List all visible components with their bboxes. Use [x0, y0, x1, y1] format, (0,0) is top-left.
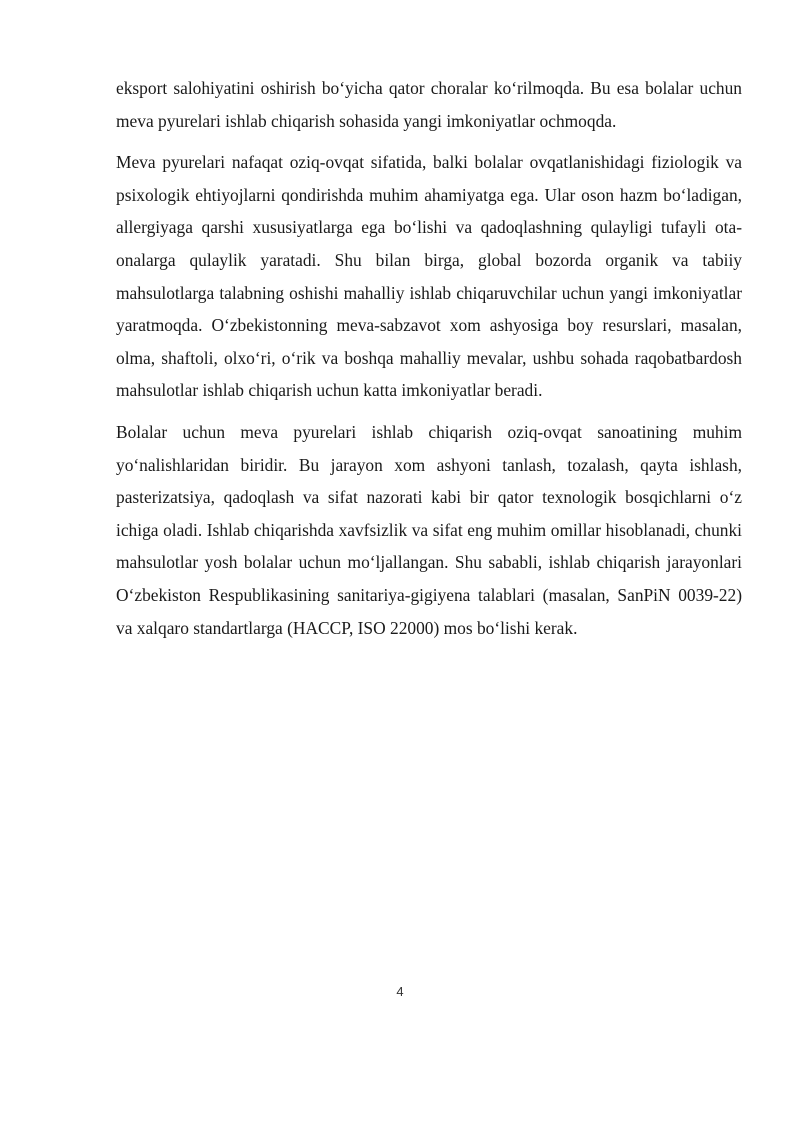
paragraph-export-potential: eksport salohiyatini oshirish bo‘yicha qator choralar ko‘rilmoqda. Bu esa bolalar uchun meva pyurelari ishlab chiqarish sohasida yangi imkoniyatlar ochmoqda.: [116, 78, 742, 131]
document-body: [116, 72, 742, 653]
paragraph-fruit-puree-importance: Meva pyurelari nafaqat oziq-ovqat sifatida, balki bolalar ovqatlanishidagi fiziologik va psixologik ehtiyojlarni qondirishda muhim ahamiyatga ega. Ular oson hazm bo‘ladigan, allergiyaga qarshi xususiyatlarga ega bo‘lishi va qadoqlashning qulayligi tufayli ota-onalarga qulaylik yaratadi. Shu bilan birga, global bozorda organik va tabiiy mahsulotlarga talabning oshishi mahalliy ishlab chiqaruvchilar uchun yangi imkoniyatlar yaratmoqda. O‘zbekistonning meva-sabzavot xom ashyosiga boy resurslari, masalan, olma, shaftoli, olxo‘ri, o‘rik va boshqa mahalliy mevalar, ushbu sohada raqobatbardosh mahsulotlar ishlab chiqarish uchun katta imkoniyatlar beradi.: [116, 152, 742, 401]
page-number: 4: [396, 984, 404, 999]
paragraph-production-process: Bolalar uchun meva pyurelari ishlab chiqarish oziq-ovqat sanoatining muhim yo‘nalishlaridan biridir. Bu jarayon xom ashyoni tanlash, tozalash, qayta ishlash, pasterizatsiya, qadoqlash va sifat nazorati kabi bir qator texnologik bosqichlarni o‘z ichiga oladi. Ishlab chiqarishda xavfsizlik va sifat eng muhim omillar hisoblanadi, chunki mahsulotlar yosh bolalar uchun mo‘ljallangan. Shu sababli, ishlab chiqarish jarayonlari O‘zbekiston Respublikasining sanitariya-gigiyena talablari (masalan, SanPiN 0039-22) va xalqaro standartlarga (HACCP, ISO 22000) mos bo‘lishi kerak.: [116, 421, 742, 638]
